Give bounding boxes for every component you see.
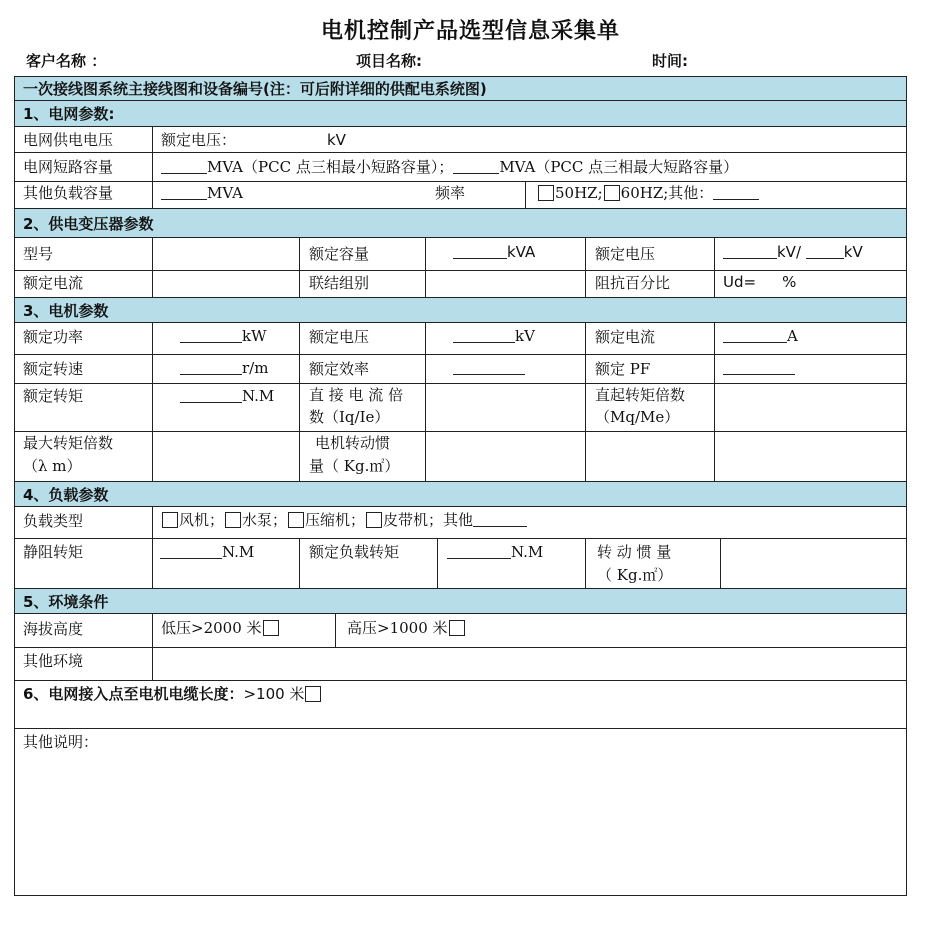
load-other-field[interactable] bbox=[473, 511, 527, 527]
motor-power-value bbox=[180, 327, 267, 346]
high-voltage-text: 高压>1000 米 bbox=[347, 619, 448, 637]
pump-text: 水泵； bbox=[242, 511, 288, 529]
client-name-label: 客户名称 ： bbox=[26, 52, 107, 70]
cable-length-checkbox[interactable] bbox=[305, 686, 321, 702]
motor-efficiency-field[interactable] bbox=[453, 359, 525, 375]
motor-inertia-line1: 电机转动惯 bbox=[315, 434, 391, 452]
high-voltage-checkbox[interactable] bbox=[449, 620, 465, 636]
section-motor-params: 3、电机参数 bbox=[15, 297, 906, 323]
nm-unit-3: N.M bbox=[511, 543, 544, 561]
load-type-label: 负载类型 bbox=[23, 512, 84, 530]
direct-torque-ratio-line2: （Mq/Me） bbox=[595, 408, 680, 426]
fan-checkbox[interactable] bbox=[162, 512, 178, 528]
other-environment-label: 其他环境 bbox=[23, 652, 84, 670]
section-load-params: 4、负载参数 bbox=[15, 481, 906, 507]
static-torque-value bbox=[160, 543, 254, 562]
motor-current-value bbox=[723, 327, 798, 346]
transformer-model-label: 型号 bbox=[23, 245, 54, 263]
motor-speed-value bbox=[180, 359, 268, 378]
transformer-capacity-label: 额定容量 bbox=[309, 245, 370, 263]
supply-voltage-label: 电网供电电压 bbox=[23, 131, 114, 149]
nm-unit: N.M bbox=[242, 387, 275, 405]
short-circuit-capacity bbox=[161, 158, 738, 177]
transformer-secondary-kv-field[interactable] bbox=[806, 243, 844, 259]
rated-load-torque-value bbox=[447, 543, 543, 562]
motor-inertia-line2: 量（ Kg.㎡） bbox=[309, 457, 400, 475]
motor-pf-label: 额定 PF bbox=[595, 360, 651, 378]
short-circuit-max-text: MVA（PCC 点三相最大短路容量） bbox=[499, 158, 739, 176]
low-voltage-text: 低压>2000 米 bbox=[161, 619, 262, 637]
other-load-label: 其他负载容量 bbox=[23, 184, 114, 202]
static-torque-field[interactable] bbox=[160, 543, 222, 559]
ud-value bbox=[723, 273, 796, 292]
short-circuit-min-field[interactable] bbox=[161, 158, 207, 174]
motor-pf-value bbox=[723, 359, 795, 378]
motor-torque-label: 额定转矩 bbox=[23, 387, 84, 405]
project-name-label: 项目名称: bbox=[356, 52, 422, 70]
max-torque-ratio-line1: 最大转矩倍数 bbox=[23, 434, 114, 452]
load-inertia-line1: 转 动 惯 量 bbox=[597, 543, 672, 561]
motor-efficiency-label: 额定效率 bbox=[309, 360, 370, 378]
motor-voltage-field[interactable] bbox=[453, 327, 515, 343]
direct-torque-ratio-line1: 直起转矩倍数 bbox=[595, 386, 686, 404]
rated-voltage-text: 额定电压： bbox=[161, 131, 237, 149]
motor-speed-label: 额定转速 bbox=[23, 360, 84, 378]
kw-unit: kW bbox=[242, 327, 267, 345]
kva-unit: kVA bbox=[507, 243, 536, 261]
connection-group-label: 联结组别 bbox=[309, 274, 370, 292]
motor-torque-field[interactable] bbox=[180, 387, 242, 403]
load-type-options bbox=[161, 511, 527, 530]
low-voltage-option bbox=[161, 619, 280, 638]
transformer-current-label: 额定电流 bbox=[23, 274, 84, 292]
motor-voltage-label: 额定电压 bbox=[309, 328, 370, 346]
rated-load-torque-label: 额定负载转矩 bbox=[309, 543, 400, 561]
frequency-label: 频率 bbox=[435, 184, 466, 202]
transformer-capacity-value bbox=[453, 243, 535, 262]
kv-slash-unit: kV/ bbox=[777, 243, 802, 261]
fan-text: 风机； bbox=[179, 511, 225, 529]
direct-current-ratio-line1: 直 接 电 流 倍 bbox=[309, 386, 404, 404]
frequency-options bbox=[537, 184, 759, 203]
cable-length-text: 6、电网接入点至电机电缆长度： bbox=[23, 685, 244, 703]
belt-checkbox[interactable] bbox=[366, 512, 382, 528]
rpm-unit: r/m bbox=[242, 359, 269, 377]
other-load-value bbox=[161, 184, 243, 203]
motor-efficiency-value bbox=[453, 359, 525, 378]
compressor-text: 压缩机； bbox=[305, 511, 366, 529]
motor-pf-field[interactable] bbox=[723, 359, 795, 375]
max-torque-ratio-line2: （λ m） bbox=[23, 457, 82, 475]
static-torque-label: 静阻转矩 bbox=[23, 543, 84, 561]
section-grid-params: 1、电网参数: bbox=[15, 101, 906, 127]
high-voltage-option bbox=[347, 619, 466, 638]
freq-other-field[interactable] bbox=[713, 184, 759, 200]
a-unit: A bbox=[787, 327, 798, 345]
load-inertia-line2: （ Kg.㎡） bbox=[597, 566, 673, 584]
pump-checkbox[interactable] bbox=[225, 512, 241, 528]
section-transformer-params: 2、供电变压器参数 bbox=[15, 208, 906, 238]
cable-length-label bbox=[23, 685, 322, 704]
selection-form bbox=[14, 76, 907, 896]
impedance-label: 阻抗百分比 bbox=[595, 274, 671, 292]
direct-current-ratio-line2: 数（Iq/Ie） bbox=[309, 408, 390, 426]
section-wiring-diagram: 一次接线图系统主接线图和设备编号(注：可后附详细的供配电系统图) bbox=[15, 77, 906, 101]
transformer-capacity-field[interactable] bbox=[453, 243, 507, 259]
form-title: 电机控制产品选型信息采集单 bbox=[320, 19, 620, 44]
section-environment: 5、环境条件 bbox=[15, 588, 906, 614]
compressor-checkbox[interactable] bbox=[288, 512, 304, 528]
ud-text: Ud= bbox=[723, 273, 757, 291]
short-circuit-label: 电网短路容量 bbox=[23, 158, 114, 176]
transformer-voltage-label: 额定电压 bbox=[595, 245, 656, 263]
freq-60-checkbox[interactable] bbox=[604, 185, 620, 201]
mva-unit: MVA bbox=[207, 184, 244, 202]
cable-length-option-text: >100 米 bbox=[243, 685, 305, 703]
kv-unit: kV bbox=[327, 131, 346, 149]
nm-unit-2: N.M bbox=[222, 543, 255, 561]
rated-load-torque-field[interactable] bbox=[447, 543, 511, 559]
kv-unit-3: kV bbox=[515, 327, 535, 345]
freq-50-text: 50HZ; bbox=[555, 184, 603, 202]
freq-50-checkbox[interactable] bbox=[538, 185, 554, 201]
motor-current-field[interactable] bbox=[723, 327, 787, 343]
motor-speed-field[interactable] bbox=[180, 359, 242, 375]
motor-current-label: 额定电流 bbox=[595, 328, 656, 346]
belt-text: 皮带机；其他 bbox=[383, 511, 474, 529]
transformer-voltage-value bbox=[723, 243, 863, 262]
percent-sign: % bbox=[782, 273, 797, 291]
other-load-field[interactable] bbox=[161, 184, 207, 200]
motor-voltage-value bbox=[453, 327, 535, 346]
short-circuit-min-text: MVA（PCC 点三相最小短路容量）； bbox=[207, 158, 454, 176]
time-label: 时间: bbox=[652, 52, 688, 70]
altitude-label: 海拔高度 bbox=[23, 620, 84, 638]
other-notes-label: 其他说明： bbox=[23, 733, 99, 751]
low-voltage-checkbox[interactable] bbox=[263, 620, 279, 636]
short-circuit-max-field[interactable] bbox=[453, 158, 499, 174]
transformer-primary-kv-field[interactable] bbox=[723, 243, 777, 259]
motor-power-label: 额定功率 bbox=[23, 328, 84, 346]
freq-60-text: 60HZ;其他： bbox=[620, 184, 714, 202]
kv-unit-2: kV bbox=[843, 243, 863, 261]
motor-torque-value bbox=[180, 387, 274, 406]
motor-power-field[interactable] bbox=[180, 327, 242, 343]
